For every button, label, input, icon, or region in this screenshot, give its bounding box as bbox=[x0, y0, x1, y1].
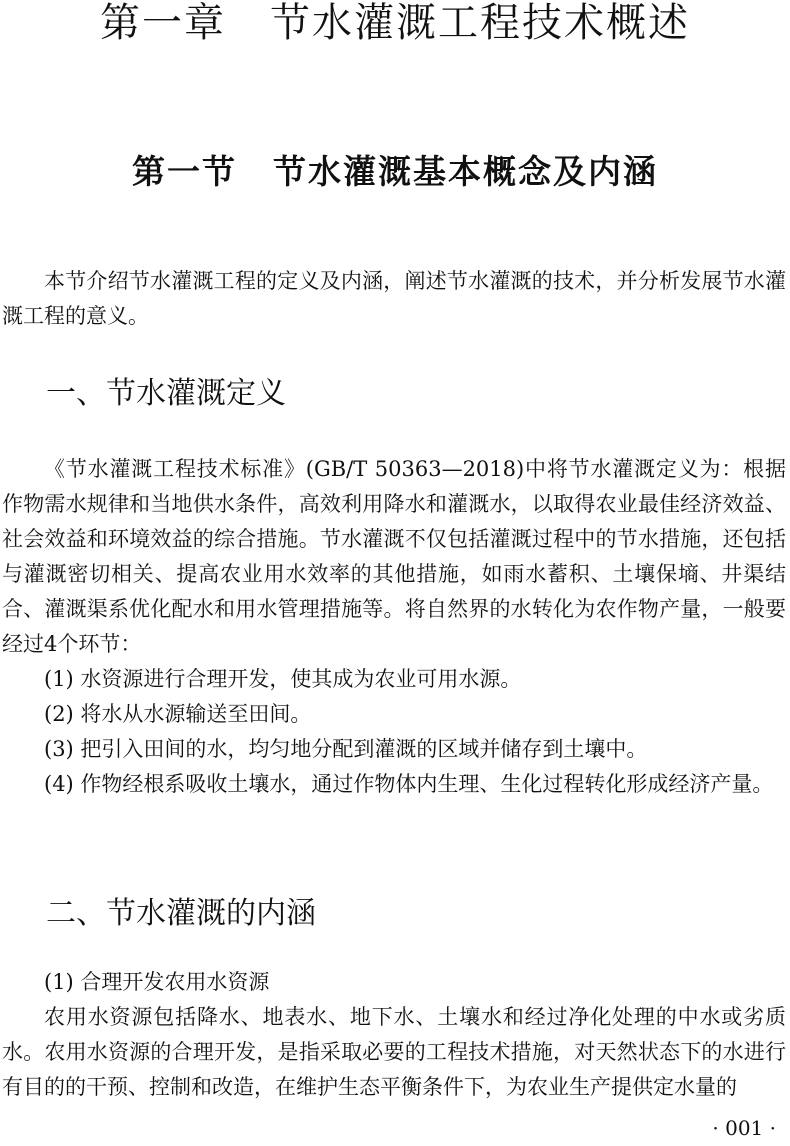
subheading-definition: 一、节水灌溉定义 bbox=[46, 376, 286, 411]
chapter-label: 第一章 bbox=[100, 0, 226, 46]
intro-block bbox=[2, 264, 786, 334]
step-item: (2) 将水从水源输送至田间。 bbox=[44, 702, 312, 726]
connotation-block bbox=[2, 965, 786, 1105]
section-name: 节水灌溉基本概念及内涵 bbox=[273, 152, 658, 191]
definition-paragraph: 《节水灌溉工程技术标准》(GB/T 50363—2018)中将节水灌溉定义为：根据作物需水规律和当地供水条件，高效利用降水和灌溉水，以取得农业最佳经济效益、社会效益和环境效益的综合措施。节水灌溉不仅包括灌溉过程中的节水措施，还包括与灌溉密切相关、提高农业用水效率的其他措施，如雨水蓄积、土壤保墒、井渠结合、灌溉渠系优化配水和用水管理措施等。将自然界的水转化为农作物产量，一般要经过4个环节： bbox=[2, 457, 786, 656]
step-item: (1) 水资源进行合理开发，使其成为农业可用水源。 bbox=[44, 667, 522, 691]
step-item: (3) 把引入田间的水，均匀地分配到灌溉的区域并储存到土壤中。 bbox=[44, 737, 648, 761]
section-title bbox=[0, 150, 790, 194]
item-paragraph: 农用水资源包括降水、地表水、地下水、土壤水和经过净化处理的中水或劣质水。农用水资源的合理开发，是指采取必要的工程技术措施，对天然状态下的水进行有目的的干预、控制和改造，在维护生态平衡条件下，为农业生产提供定水量的 bbox=[2, 1005, 786, 1099]
subheading-connotation: 二、节水灌溉的内涵 bbox=[46, 896, 316, 931]
step-item: (4) 作物经根系吸收土壤水，通过作物体内生理、生化过程转化形成经济产量。 bbox=[44, 772, 774, 796]
chapter-name: 节水灌溉工程技术概述 bbox=[270, 0, 690, 46]
section-label: 第一节 bbox=[132, 152, 237, 191]
item-title: (1) 合理开发农用水资源 bbox=[44, 970, 270, 994]
page-number: · 001 · bbox=[712, 1116, 776, 1140]
intro-paragraph: 本节介绍节水灌溉工程的定义及内涵，阐述节水灌溉的技术，并分析发展节水灌溉工程的意义。 bbox=[2, 269, 786, 328]
chapter-title bbox=[0, 0, 790, 46]
definition-block bbox=[2, 452, 786, 802]
